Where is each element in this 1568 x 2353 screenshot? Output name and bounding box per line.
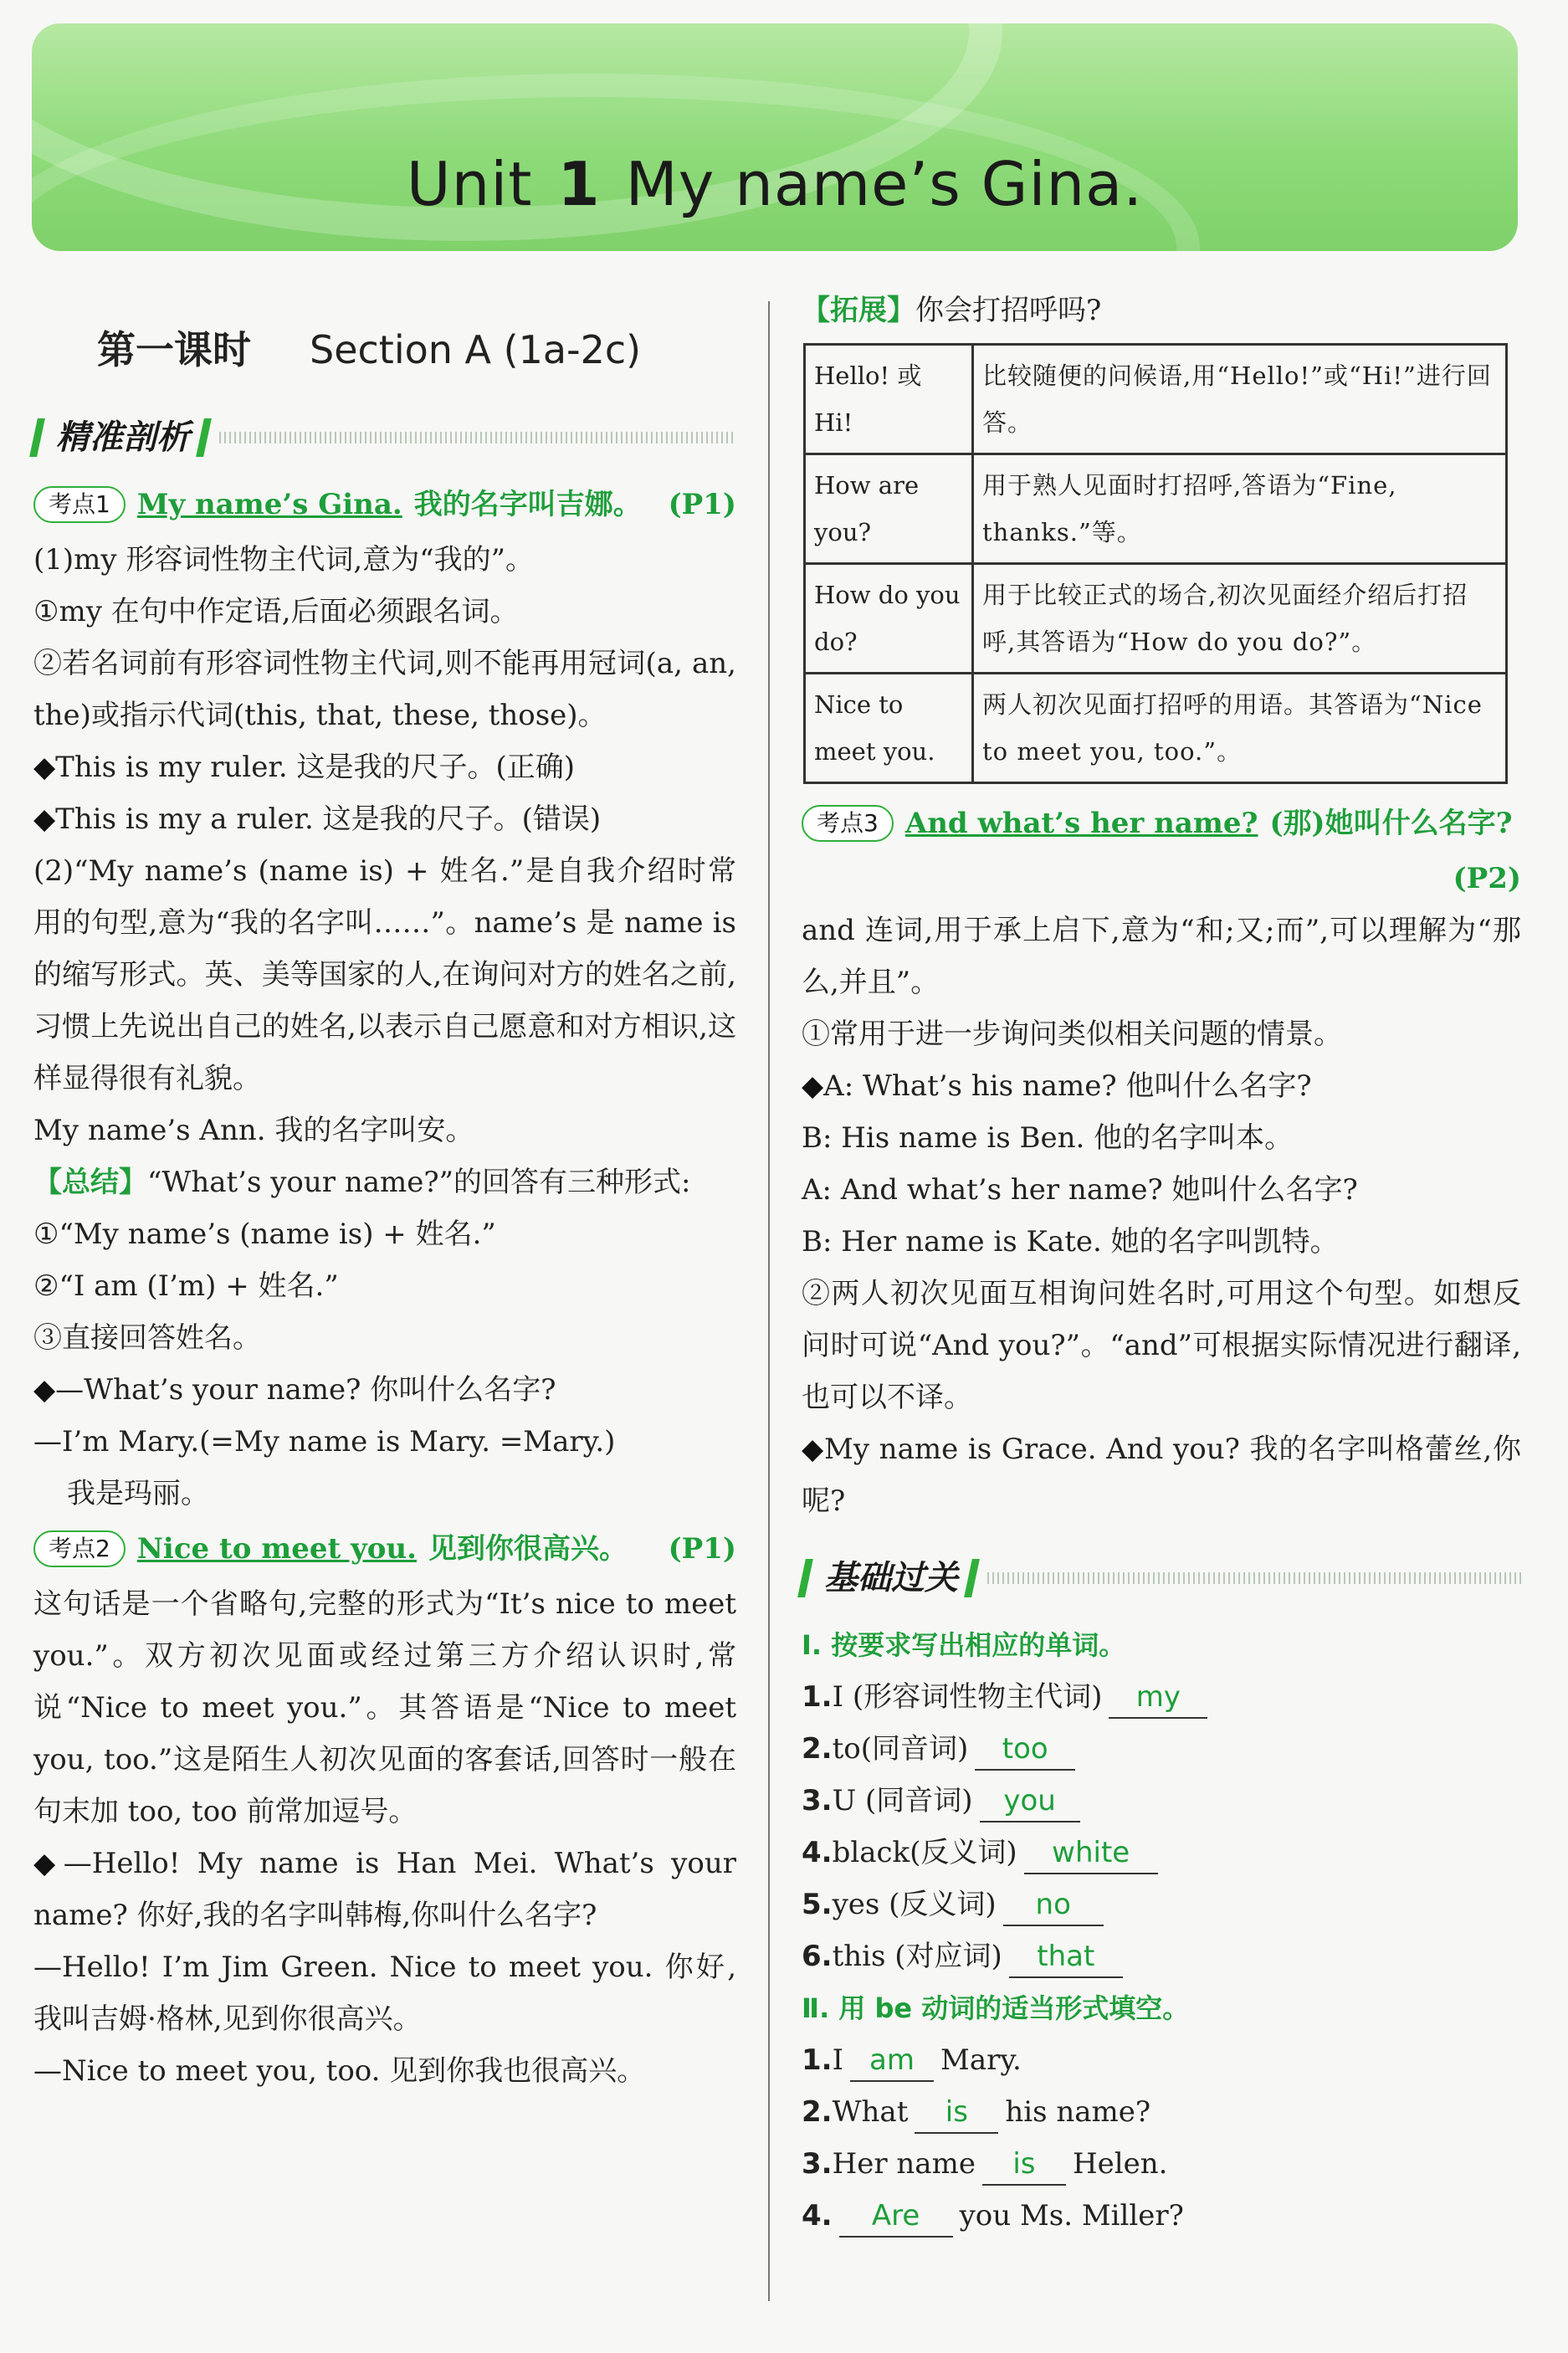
key-point-page: (P2) [1453, 862, 1521, 895]
unit-banner [32, 23, 1518, 251]
text-line: ①my 在句中作定语,后面必须跟名词。 [33, 595, 519, 628]
answer-blank[interactable]: is [982, 2144, 1066, 2186]
answer-blank[interactable]: that [1009, 1936, 1123, 1978]
text-line: (1)my 形容词性物主代词,意为“我的”。 [33, 543, 534, 577]
example-line: —Hello! I’m Jim Green. Nice to meet you. 你好,我叫吉姆·格林,见到你很高兴。 [33, 1951, 736, 2036]
column-divider [768, 301, 770, 2301]
example-line: ◆ This is my a ruler. 这是我的尺子。(错误) [33, 793, 736, 845]
text-line: ②若名词前有形容词性物主代词,则不能再用冠词(a, an, the)或指示代词(this, that, these, those)。 [33, 647, 736, 732]
table-row: How do you do? 用于比较正式的场合,初次见面经介绍后打招呼,其答语为“How do you do?”。 [805, 564, 1507, 674]
example-line: —Nice to meet you, too. 见到你我也很高兴。 [33, 2054, 646, 2088]
text-paragraph: and 连词,用于承上启下,意为“和;又;而”,可以理解为“那么,并且”。 [802, 914, 1521, 999]
example-line: B: Her name is Kate. 她的名字叫凯特。 [802, 1225, 1339, 1259]
text-paragraph: ②两人初次见面互相询问姓名时,可用这个句型。如想反问时可说“And you?”。“and”可根据实际情况进行翻译,也可以不译。 [802, 1277, 1521, 1414]
answer-blank[interactable]: Are [839, 2196, 953, 2238]
example-line: B: His name is Ben. 他的名字叫本。 [802, 1121, 1294, 1155]
example-line: A: And what’s her name? 她叫什么名字? [802, 1173, 1358, 1207]
example-line: ◆ This is my ruler. 这是我的尺子。(正确) [33, 741, 736, 793]
exercise-item: 6. this (对应词) that [802, 1930, 1521, 1982]
unit-title: Unit 1 My name’s Gina. [406, 149, 1144, 219]
exercise-1-title: Ⅰ. 按要求写出相应的单词。 [802, 1629, 1126, 1661]
answer-blank[interactable]: my [1109, 1677, 1207, 1719]
text-paragraph: (2)“My name’s (name is) + 姓名.”是自我介绍时常用的句型,意为“我的名字叫……”。name’s 是 name is 的缩写形式。英、美等国家的人,在询问对方的姓名之前,习惯上先说出自己的姓名,以表示自己愿意和对方相识,这样显得很有礼貌。 [33, 854, 736, 1095]
key-point-3-heading: 考点3 And what’s her name? (那)她叫什么名字? [802, 797, 1521, 849]
example-line: ◆ —What’s your name? 你叫什么名字? [33, 1364, 736, 1416]
section-header-analysis: 精准剖析 [33, 408, 736, 467]
summary-form: ①“My name’s (name is) + 姓名.” [33, 1218, 496, 1251]
exercise-2-title: Ⅱ. 用 be 动词的适当形式填空。 [802, 1992, 1190, 2024]
example-line: ◆ A: What’s his name? 他叫什么名字? [802, 1060, 1521, 1112]
answer-blank[interactable]: am [850, 2040, 934, 2082]
summary-line: 【总结】“What’s your name?”的回答有三种形式: [33, 1166, 691, 1199]
exercise-item: 1. I (形容词性物主代词) my [802, 1671, 1521, 1723]
answer-blank[interactable]: you [980, 1781, 1080, 1822]
key-point-badge: 考点3 [802, 805, 894, 842]
left-column [33, 285, 736, 2097]
text-paragraph: 这句话是一个省略句,完整的形式为“It’s nice to meet you.”。双方初次见面或经过第三方介绍认识时,常说“Nice to meet you.”。其答语是“Nice to meet you, too.”这是陌生人初次见面的客套话,回答时一般在句末加 too, too 前常加逗号。 [33, 1587, 736, 1828]
exercise-item: 4. Are you Ms. Miller? [802, 2190, 1521, 2242]
answer-blank[interactable]: no [1003, 1884, 1104, 1926]
key-point-badge: 考点2 [33, 1530, 126, 1567]
key-point-1-heading: 考点1 My name’s Gina. 我的名字叫吉娜。 (P1) [33, 479, 736, 531]
exercise-item: 1. I am Mary. [802, 2034, 1521, 2086]
exercise-item: 3. U (同音词) you [802, 1775, 1521, 1827]
example-line: —I’m Mary.(=My name is Mary. =Mary.) [33, 1425, 616, 1458]
lesson-title: 第一课时 Section A (1a-2c) [97, 327, 642, 372]
text-line: ①常用于进一步询问类似相关问题的情景。 [802, 1018, 1342, 1051]
table-row: How are you? 用于熟人见面时打招呼,答语为“Fine, thanks.”等。 [805, 454, 1507, 564]
table-row: Nice to meet you. 两人初次见面打招呼的用语。其答语为“Nice to meet you, too.”。 [805, 674, 1507, 783]
answer-blank[interactable]: white [1024, 1833, 1158, 1874]
answer-blank[interactable]: too [975, 1729, 1075, 1771]
exercise-item: 3. Her name is Helen. [802, 2138, 1521, 2190]
key-point-2-heading: 考点2 Nice to meet you. 见到你很高兴。 (P1) [33, 1523, 736, 1575]
summary-form: ②“I am (I’m) + 姓名.” [33, 1269, 339, 1303]
exercise-item: 2. What is his name? [802, 2086, 1521, 2138]
example-line: ◆ —Hello! My name is Han Mei. What’s your name? 你好,我的名字叫韩梅,你叫什么名字? [33, 1838, 736, 1941]
greeting-table [803, 343, 1508, 784]
exercise-item: 4. black(反义词) white [802, 1827, 1521, 1879]
key-point-badge: 考点1 [33, 486, 126, 523]
expand-heading: 【拓展】你会打招呼吗? [802, 294, 1102, 327]
example-line: ◆ My name is Grace. And you? 我的名字叫格蕾丝,你呢? [802, 1423, 1521, 1527]
answer-blank[interactable]: is [915, 2092, 998, 2134]
section-header-basics: 基础过关 [802, 1549, 1521, 1607]
example-line: My name’s Ann. 我的名字叫安。 [33, 1114, 474, 1147]
table-row: Hello! 或 Hi! 比较随便的问候语,用“Hello!”或“Hi!”进行回答。 [805, 345, 1507, 454]
summary-form: ③直接回答姓名。 [33, 1321, 261, 1355]
exercise-item: 2. to(同音词) too [802, 1723, 1521, 1775]
exercise-item: 5. yes (反义词) no [802, 1879, 1521, 1930]
example-line: 我是玛丽。 [67, 1477, 209, 1510]
right-column [802, 285, 1521, 2242]
